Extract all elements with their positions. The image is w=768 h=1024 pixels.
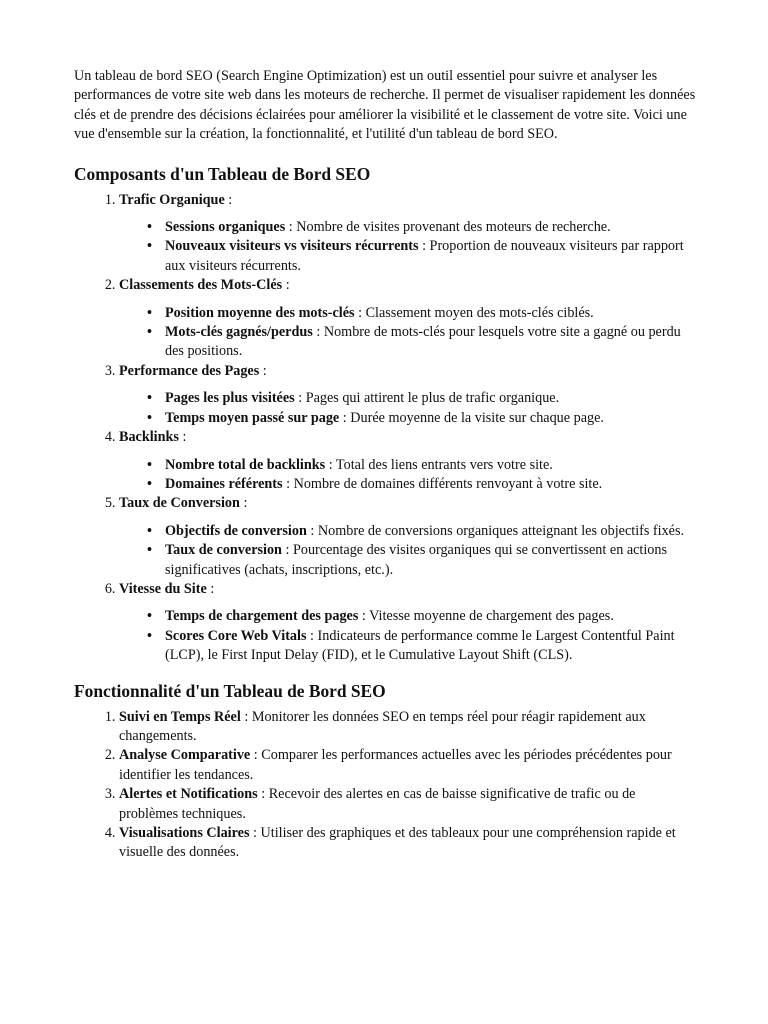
bullet-icon: • (147, 238, 152, 255)
bullet-icon: • (147, 304, 152, 321)
list-item (119, 494, 698, 580)
item-separator: : (259, 362, 267, 379)
list-item (119, 276, 698, 362)
sub-item-desc: : Indicateurs de performance comme le Largest Contentful Paint (LCP), le First Input Delay (FID), et le Cumulative Layout Shift (CLS). (165, 627, 675, 664)
sub-item-desc: : Total des liens entrants vers votre site. (325, 456, 553, 473)
item-term: Alertes et Notifications (119, 786, 258, 803)
sub-list (119, 522, 698, 580)
sub-item-desc: : Proportion de nouveaux visiteurs par rapport aux visiteurs récurrents. (165, 238, 684, 274)
item-separator: : (178, 429, 187, 446)
sub-item-desc: : Nombre de conversions organiques atteignant les objectifs fixés. (306, 522, 685, 539)
sub-list-item (147, 304, 698, 323)
bullet-icon: • (147, 456, 152, 473)
sub-list (119, 218, 698, 276)
sub-list-item (147, 323, 698, 362)
sub-item-desc: : Nombre de domaines différents renvoyant à votre site. (282, 475, 603, 492)
sub-item-desc: : Classement moyen des mots-clés ciblés. (354, 304, 594, 321)
sub-list-item (147, 389, 698, 408)
bullet-icon: • (147, 608, 152, 625)
section-heading-functionality: Fonctionnalité d'un Tableau de Bord SEO (74, 680, 386, 701)
sub-list-item (147, 409, 698, 428)
sub-list-item (147, 541, 698, 580)
sub-item-desc: : Pages qui attirent le plus de trafic organique. (294, 390, 560, 407)
components-list (74, 191, 698, 666)
list-item (119, 746, 698, 785)
sub-list (119, 304, 698, 362)
section-heading-components: Composants d'un Tableau de Bord SEO (74, 163, 371, 184)
bullet-icon: • (147, 219, 152, 236)
sub-item-term: Temps moyen passé sur page (165, 409, 340, 426)
item-term: Visualisations Claires (119, 825, 250, 841)
item-separator: : (239, 495, 248, 512)
bullet-icon: • (147, 627, 152, 644)
item-desc: : Monitorer les données SEO en temps réel pour réagir rapidement aux changements. (119, 708, 646, 744)
sub-list (119, 607, 698, 665)
item-separator: : (206, 580, 215, 597)
sub-item-desc: : Nombre de mots-clés pour lesquels votre site a gagné ou perdu des positions. (165, 324, 681, 360)
item-separator: : (224, 191, 233, 208)
sub-list-item (147, 456, 698, 475)
sub-item-term: Temps de chargement des pages (165, 608, 359, 625)
sub-item-term: Nouveaux visiteurs vs visiteurs récurrents (165, 238, 419, 255)
bullet-icon: • (147, 542, 152, 559)
item-desc: : Recevoir des alertes en cas de baisse significative de trafic ou de problèmes techniques. (119, 786, 636, 822)
bullet-icon: • (147, 475, 152, 492)
sub-list-item (147, 237, 698, 276)
item-title: Taux de Conversion (119, 495, 240, 512)
sub-item-desc: : Nombre de visites provenant des moteurs de recherche. (285, 219, 611, 236)
list-item (119, 824, 698, 863)
item-desc: : Comparer les performances actuelles avec les périodes précédentes pour identifier les tendances. (119, 747, 672, 783)
sub-item-term: Scores Core Web Vitals (165, 627, 307, 644)
sub-item-desc: : Vitesse moyenne de chargement des pages. (358, 608, 614, 625)
item-separator: : (282, 277, 290, 294)
sub-item-desc: : Durée moyenne de la visite sur chaque page. (339, 409, 604, 426)
sub-list-item (147, 522, 698, 541)
item-term: Suivi en Temps Réel (119, 708, 241, 725)
list-item (119, 580, 698, 666)
bullet-icon: • (147, 409, 152, 426)
sub-item-term: Sessions organiques (165, 219, 286, 236)
item-title: Performance des Pages (119, 362, 260, 379)
sub-item-term: Position moyenne des mots-clés (165, 304, 355, 321)
sub-list (119, 456, 698, 495)
sub-item-term: Objectifs de conversion (165, 522, 307, 539)
sub-list-item (147, 218, 698, 237)
list-item (119, 191, 698, 277)
sub-list-item (147, 475, 698, 494)
sub-item-term: Nombre total de backlinks (165, 456, 326, 473)
list-item (119, 785, 698, 824)
intro-paragraph: Un tableau de bord SEO (Search Engine Optimization) est un outil essentiel pour suivre et analyser les performances de votre site web dans les moteurs de recherche. Il permet de visualiser rapidement les données clés et de prendre des décisions éclairées pour améliorer la visibilité et le classement de votre site. Voici une vue d'ensemble sur la création, la fonctionnalité, et l'utilité d'un tableau de bord SEO. (74, 68, 696, 143)
list-item (119, 708, 698, 747)
item-title: Classements des Mots-Clés (119, 277, 283, 294)
sub-item-term: Mots-clés gagnés/perdus (165, 324, 313, 341)
list-item (119, 428, 698, 494)
bullet-icon: • (147, 522, 152, 539)
sub-list-item (147, 607, 698, 626)
list-item (119, 362, 698, 428)
sub-item-term: Domaines référents (165, 475, 283, 492)
bullet-icon: • (147, 324, 152, 341)
sub-item-term: Taux de conversion (165, 542, 282, 559)
sub-item-term: Pages les plus visitées (165, 390, 295, 407)
sub-list (119, 389, 698, 428)
item-term: Analyse Comparative (119, 747, 251, 764)
sub-item-desc: : Pourcentage des visites organiques qui se convertissent en actions significatives (achats, inscriptions, etc.). (165, 542, 668, 578)
item-title: Backlinks (119, 429, 179, 446)
functionality-list (74, 708, 698, 863)
item-desc: : Utiliser des graphiques et des tableaux pour une compréhension rapide et visuelle des données. (119, 825, 676, 861)
bullet-icon: • (147, 390, 152, 407)
item-title: Vitesse du Site (119, 580, 207, 597)
sub-list-item (147, 627, 698, 666)
item-title: Trafic Organique (119, 191, 225, 208)
